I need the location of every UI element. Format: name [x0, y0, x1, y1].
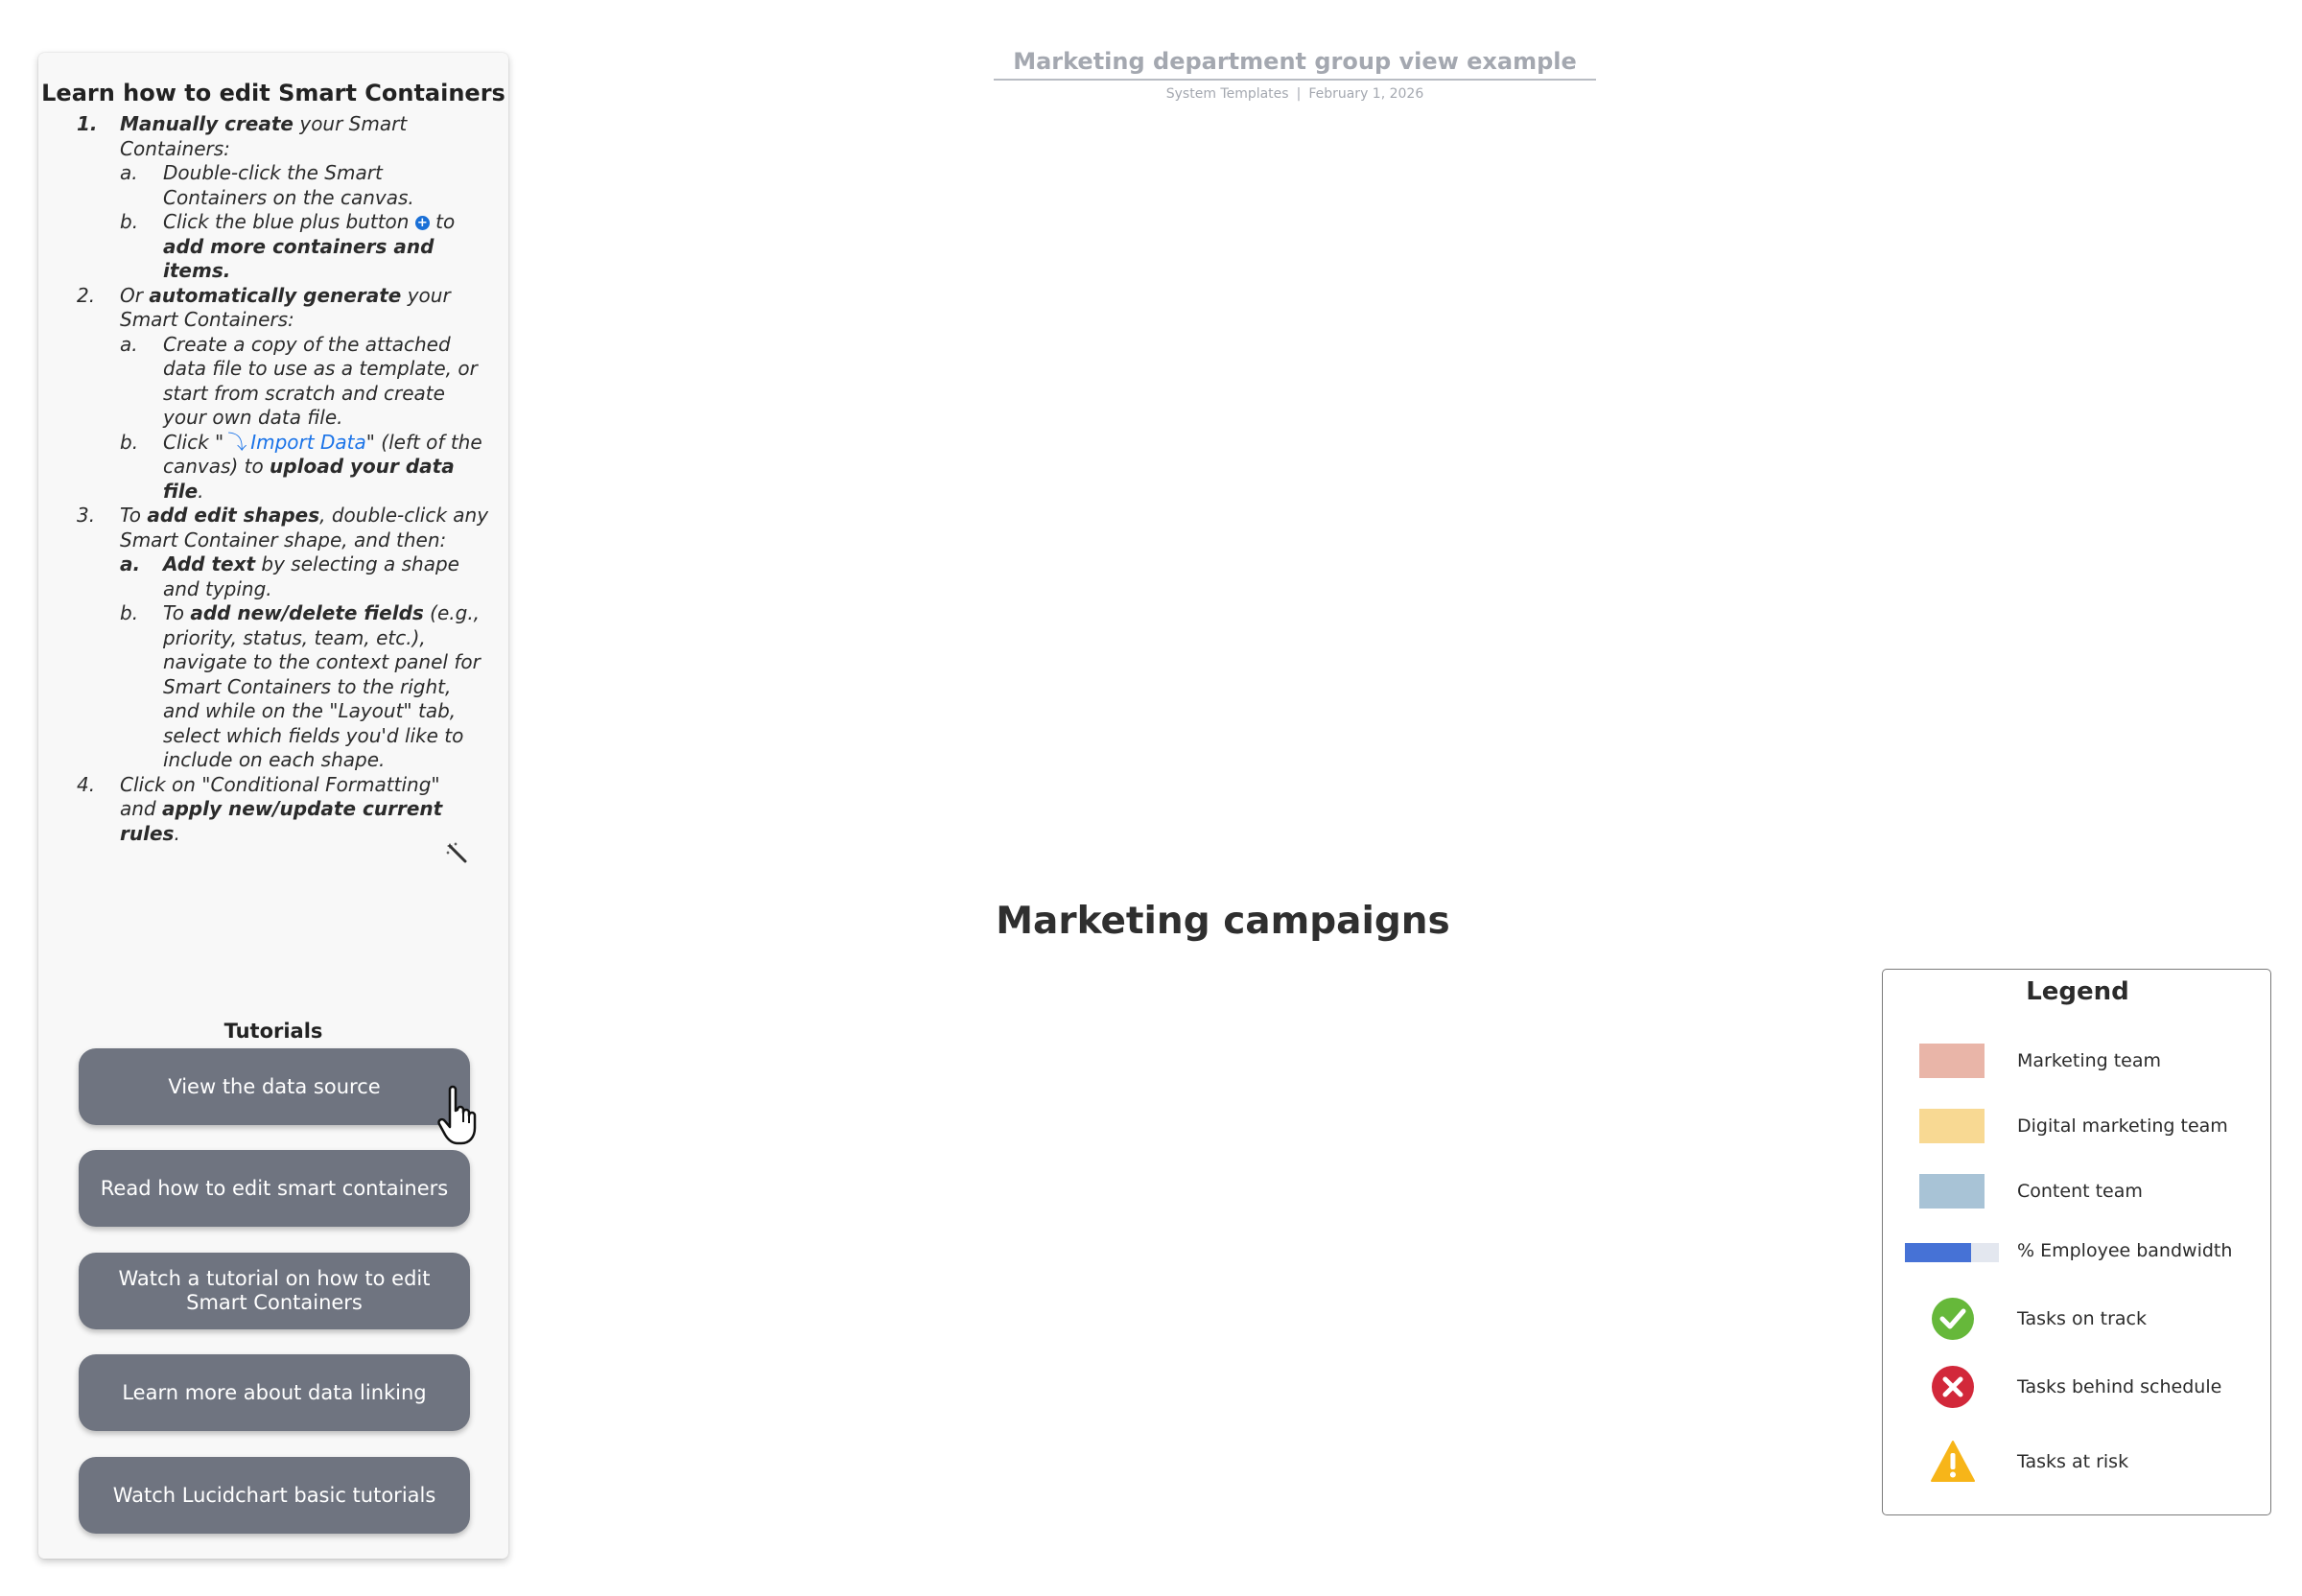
tutorials-title: Tutorials: [223, 1020, 323, 1043]
digital-marketing-team-swatch: [1919, 1109, 1985, 1143]
substep-number: a.: [120, 332, 138, 356]
substep-text: by selecting a shape and typing.: [163, 552, 459, 600]
step-text: To: [120, 504, 148, 527]
document-title: Marketing department group view example: [994, 48, 1596, 81]
blue-plus-icon: +: [415, 216, 430, 230]
legend-item-tasks-at-risk: [1883, 1438, 2272, 1486]
step-text: , double-click any Smart Container shape, and then:: [120, 504, 489, 552]
substep-text: " (left of the canvas) to: [163, 430, 482, 478]
hand-cursor-icon: [436, 1084, 496, 1149]
import-data-link[interactable]: Import Data: [250, 430, 366, 454]
substep-number: b.: [120, 430, 139, 454]
legend: [1882, 969, 2271, 1515]
step-bold-text: add edit shapes: [147, 504, 320, 527]
step-4: [77, 773, 491, 847]
substep-3a: [120, 552, 491, 601]
step-number: 1.: [77, 112, 98, 135]
step-bold-text: automatically generate: [149, 283, 402, 307]
substep-text: .: [198, 479, 204, 503]
import-icon: ⤵: [227, 430, 247, 454]
steps-list: [77, 112, 491, 846]
step-3: [77, 504, 491, 773]
substep-text: (e.g., priority, status, team, etc.), navigate to the context panel for Smart Containers to the right, and while on the "Layout" tab, select which fields you'd like to include on each shape.: [163, 601, 481, 771]
substep-text: To: [163, 601, 191, 624]
legend-label: Tasks on track: [2017, 1308, 2148, 1329]
watch-basic-tutorials-button[interactable]: Watch Lucidchart basic tutorials: [79, 1457, 470, 1534]
substep-bold-text: add more containers and items.: [163, 234, 435, 282]
watch-edit-tutorial-button[interactable]: Watch a tutorial on how to edit Smart Containers: [79, 1253, 470, 1329]
substep-number: a.: [120, 552, 141, 575]
step-text: .: [174, 821, 180, 845]
document-source: System Templates: [1165, 86, 1289, 102]
legend-label: % Employee bandwidth: [2017, 1240, 2233, 1261]
substep-2a: [120, 333, 491, 431]
meta-separator: |: [1296, 86, 1302, 102]
bandwidth-bar: [1905, 1243, 1999, 1262]
substep-text: Create a copy of the attached data file to use as a template, or start from scratch and create your own data file.: [163, 332, 478, 429]
read-edit-smart-containers-button[interactable]: Read how to edit smart containers: [79, 1150, 470, 1227]
substep-bold-text: add new/delete fields: [190, 601, 424, 624]
legend-item-tasks-behind-schedule: [1883, 1363, 2272, 1411]
legend-item-employee-bandwidth: [1883, 1227, 2272, 1275]
step-text: Click on "Conditional Formatting" and: [120, 772, 440, 820]
substep-text: Double-click the Smart Containers on the canvas.: [163, 161, 414, 209]
substep-text: Click the blue plus button: [163, 210, 415, 233]
step-number: 2.: [77, 283, 96, 307]
step-number: 4.: [77, 772, 96, 796]
learn-data-linking-button[interactable]: Learn more about data linking: [79, 1354, 470, 1431]
legend-item-content-team: [1883, 1167, 2272, 1215]
instructions-panel: [38, 53, 508, 1559]
x-circle-icon: [1931, 1365, 1975, 1409]
legend-item-tasks-on-track: [1883, 1295, 2272, 1343]
substep-bold-text: upload your data file: [163, 455, 455, 503]
bandwidth-bar-fill: [1905, 1243, 1971, 1262]
content-team-swatch: [1919, 1174, 1985, 1209]
substep-number: b.: [120, 210, 139, 233]
step-text: your Smart Containers:: [120, 283, 451, 331]
substep-1b: [120, 210, 491, 284]
legend-label: Tasks behind schedule: [2017, 1376, 2222, 1397]
check-circle-icon: [1931, 1297, 1975, 1341]
document-date: February 1, 2026: [1308, 86, 1424, 102]
legend-label: Content team: [2017, 1181, 2143, 1202]
legend-title: Legend: [2026, 977, 2129, 1006]
substep-3b: [120, 601, 491, 773]
substep-bold-text: Add text: [163, 552, 256, 575]
legend-item-marketing-team: [1883, 1037, 2272, 1085]
step-2: [77, 284, 491, 505]
step-1: [77, 112, 491, 284]
section-title: Marketing campaigns: [996, 900, 1450, 943]
substep-number: b.: [120, 601, 139, 624]
substep-number: a.: [120, 161, 138, 184]
warning-triangle-icon: [1931, 1440, 1975, 1484]
legend-label: Digital marketing team: [2017, 1115, 2228, 1137]
substep-2b: [120, 431, 491, 505]
magic-wand-icon: [446, 841, 469, 864]
document-meta: [994, 86, 1596, 102]
panel-title: Learn how to edit Smart Containers: [41, 80, 505, 106]
marketing-team-swatch: [1919, 1044, 1985, 1078]
step-text: your Smart Containers:: [120, 112, 408, 160]
legend-label: Marketing team: [2017, 1050, 2162, 1071]
substep-text: to: [429, 210, 456, 233]
step-bold-text: apply new/update current rules: [120, 797, 443, 845]
view-data-source-button[interactable]: View the data source: [79, 1048, 470, 1125]
legend-item-digital-marketing-team: [1883, 1102, 2272, 1150]
substep-1a: [120, 161, 491, 210]
step-number: 3.: [77, 504, 96, 527]
substep-text: Click ": [163, 430, 224, 454]
legend-label: Tasks at risk: [2017, 1451, 2129, 1472]
step-bold-text: Manually create: [120, 112, 294, 135]
step-text: Or: [120, 283, 150, 307]
